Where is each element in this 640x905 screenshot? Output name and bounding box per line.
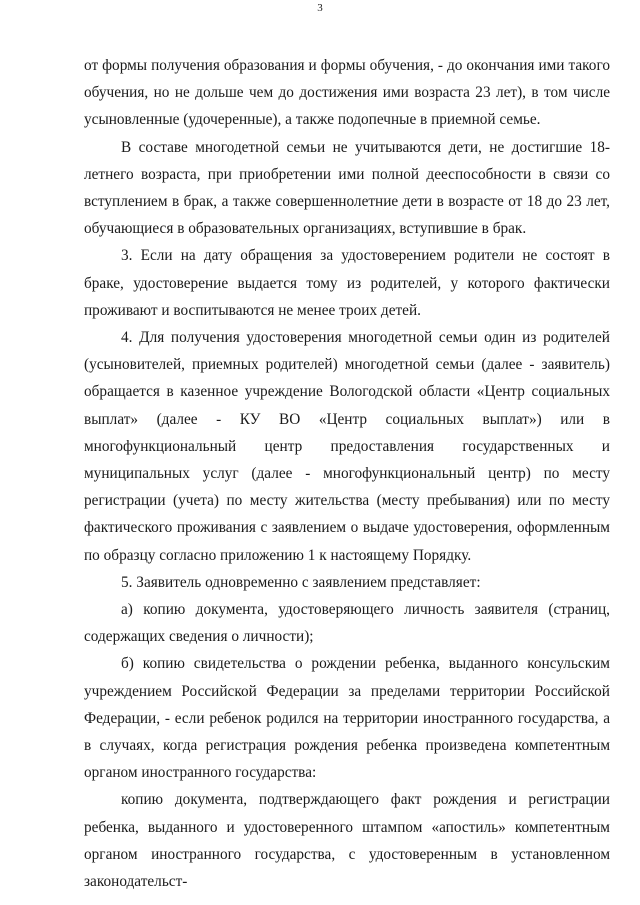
paragraph-item-4: 4. Для получения удостоверения многодетной семьи один из родителей (усыновителей, приемных родителей) многодетной семьи (далее - заявитель) обращается в казенное учреждение Вологодской области «Центр социальных выплат» (далее - КУ ВО «Центр социальных выплат») или в многофункциональный центр предоставления государственных и муниципальных услуг (далее - многофункциональный центр) по месту регистрации (учета) по месту жительства (месту пребывания) или по месту фактического проживания с заявлением о выдаче удостоверения, оформленным по образцу согласно приложению 1 к настоящему Порядку. [84, 329, 610, 564]
paragraph-item-5b: б) копию свидетельства о рождении ребенка, выданного консульским учреждением Российской Федерации за пределами территории Российской Федерации, - если ребенок родился на территории иностранного государства, а в случаях, когда регистрация рождения ребенка произведена компетентным органом иностранного государства: [84, 655, 610, 782]
paragraph-continuation: от формы получения образования и формы обучения, - до окончания ими такого обучения, но не дольше чем до достижения ими возраста 23 лет), в том числе усыновленные (удочеренные), а также подопечные в приемной семье. [84, 57, 610, 129]
page-number: 3 [317, 2, 323, 14]
paragraph-item-5a: а) копию документа, удостоверяющего личность заявителя (страниц, содержащих сведения о личности); [84, 601, 610, 646]
paragraph-item-3: 3. Если на дату обращения за удостоверением родители не состоят в браке, удостоверение выдается тому из родителей, у которого фактически проживают и воспитываются не менее троих детей. [84, 247, 610, 319]
document-body [84, 52, 610, 895]
paragraph-not-counted: В составе многодетной семьи не учитываются дети, не достигшие 18-летнего возраста, при приобретении ими полной дееспособности в связи со вступлением в брак, а также совершеннолетние дети в возрасте от 18 до 23 лет, обучающиеся в образовательных организациях, вступившие в брак. [84, 138, 610, 238]
paragraph-item-5b-continued: копию документа, подтверждающего факт рождения и регистрации ребенка, выданного и удостоверенного штампом «апостиль» компетентным органом иностранного государства, с удостоверенным в установленном законодательст- [84, 791, 610, 891]
paragraph-item-5: 5. Заявитель одновременно с заявлением представляет: [121, 573, 481, 591]
